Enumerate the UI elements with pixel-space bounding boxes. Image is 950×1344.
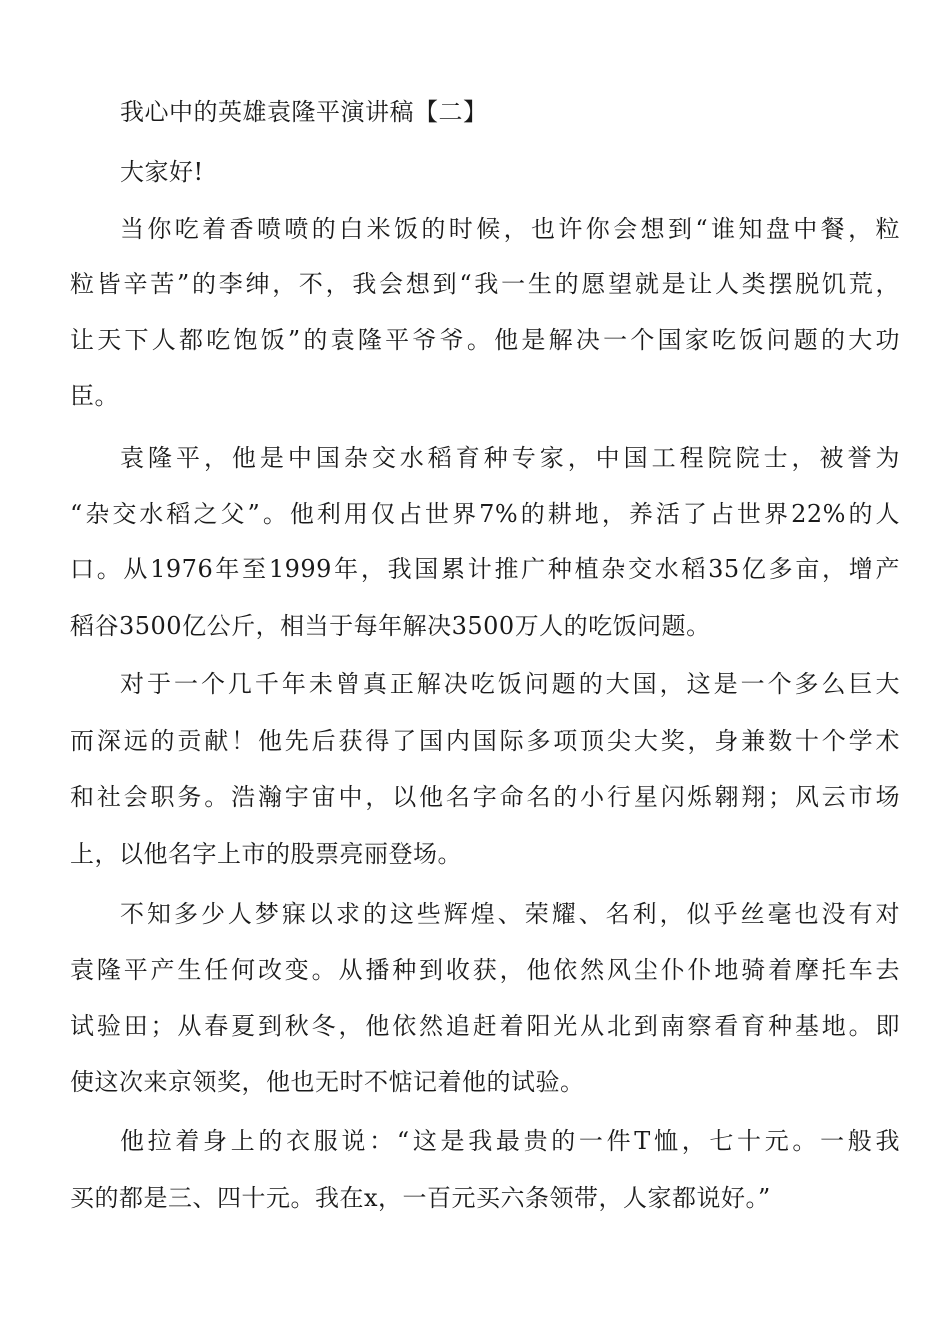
paragraph-line: 袁隆平产生任何改变。从播种到收获，他依然风尘仆仆地骑着摩托车去 — [70, 956, 900, 984]
document-title: 我心中的英雄袁隆平演讲稿【二】 — [120, 98, 488, 126]
paragraph-line: 和社会职务。浩瀚宇宙中，以他名字命名的小行星闪烁翱翔；风云市场 — [70, 783, 900, 811]
paragraph-line: 不知多少人梦寐以求的这些辉煌、荣耀、名利，似乎丝毫也没有对 — [120, 900, 900, 928]
paragraph-line: 试验田；从春夏到秋冬，他依然追赶着阳光从北到南察看育种基地。即 — [70, 1012, 900, 1040]
greeting: 大家好! — [120, 158, 204, 186]
paragraph-line: 对于一个几千年未曾真正解决吃饭问题的大国，这是一个多么巨大 — [120, 670, 900, 698]
paragraph-line: 使这次来京领奖，他也无时不惦记着他的试验。 — [70, 1068, 585, 1096]
paragraph-line: 稻谷3500亿公斤，相当于每年解决3500万人的吃饭问题。 — [70, 612, 711, 640]
paragraph-line: 袁隆平，他是中国杂交水稻育种专家，中国工程院院士，被誉为 — [120, 444, 900, 472]
paragraph-line: 他拉着身上的衣服说：“这是我最贵的一件T恤，七十元。一般我 — [120, 1127, 900, 1155]
paragraph-line: 当你吃着香喷喷的白米饭的时候，也许你会想到“谁知盘中餐，粒 — [120, 215, 900, 243]
paragraph-line: 而深远的贡献！他先后获得了国内国际多项顶尖大奖，身兼数十个学术 — [70, 727, 900, 755]
paragraph-line: 粒皆辛苦”的李绅，不，我会想到“我一生的愿望就是让人类摆脱饥荒， — [70, 270, 900, 298]
paragraph-line: 口。从1976年至1999年，我国累计推广种植杂交水稻35亿多亩，增产 — [70, 555, 900, 583]
paragraph-line: 让天下人都吃饱饭”的袁隆平爷爷。他是解决一个国家吃饭问题的大功 — [70, 326, 900, 354]
paragraph-line: “杂交水稻之父”。他利用仅占世界7%的耕地，养活了占世界22%的人 — [70, 500, 900, 528]
paragraph-line: 上，以他名字上市的股票亮丽登场。 — [70, 840, 462, 868]
paragraph-line: 买的都是三、四十元。我在x，一百元买六条领带，人家都说好。” — [70, 1184, 771, 1212]
paragraph-line: 臣。 — [70, 382, 119, 410]
